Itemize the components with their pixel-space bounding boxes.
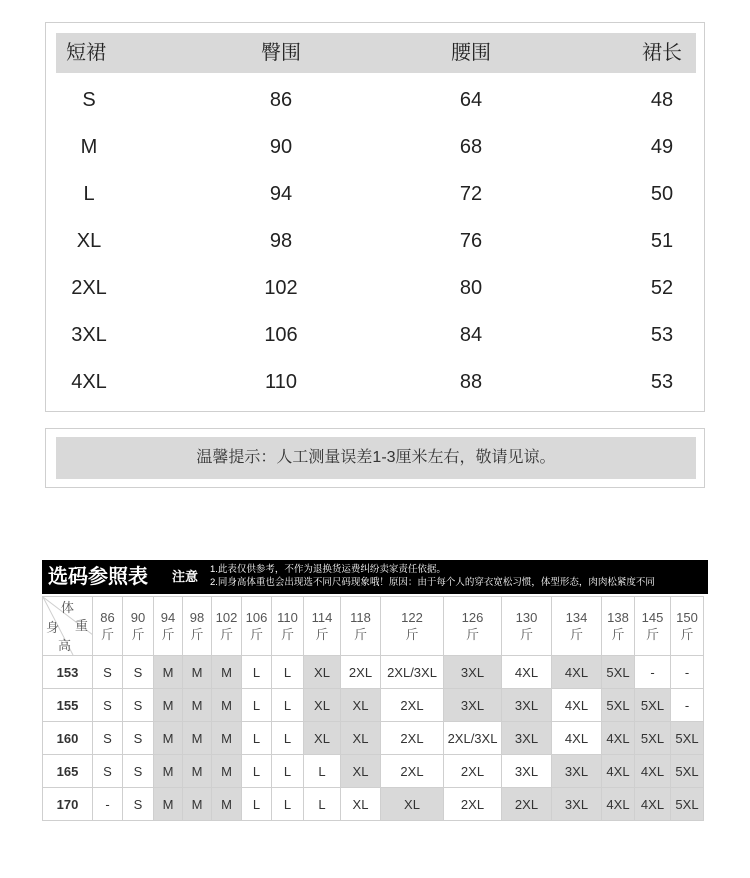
height-cell: 155	[43, 689, 93, 722]
corner-weight-2: 重	[75, 618, 89, 633]
size-cell: XL	[304, 722, 341, 755]
size-cell: 2XL	[381, 722, 444, 755]
size-cell: S	[123, 656, 154, 689]
size-cell: M	[212, 689, 242, 722]
weight-value: 126	[461, 610, 484, 625]
size-cell: XL	[304, 689, 341, 722]
hip-cell: 90	[269, 136, 293, 158]
size-cell: S	[93, 755, 123, 788]
weight-unit: 斤	[161, 627, 175, 642]
size-cell: S	[93, 722, 123, 755]
size-cell: L	[242, 656, 272, 689]
size-cell: M	[212, 788, 242, 821]
size-cell: L	[242, 788, 272, 821]
size-cell: S	[93, 656, 123, 689]
length-cell: 49	[650, 136, 674, 158]
waist-cell: 84	[459, 324, 483, 346]
table-row	[43, 788, 704, 821]
size-cell: M	[154, 755, 183, 788]
waist-cell: 88	[459, 371, 483, 393]
size-cell: 2XL	[502, 788, 552, 821]
size-cell: 4XL	[635, 755, 671, 788]
hip-cell: 98	[269, 230, 293, 252]
size-cell: M	[183, 656, 212, 689]
ref-table-header	[42, 560, 708, 594]
notice-text: 温馨提示：人工测量误差1-3厘米左右，敬请见谅。	[56, 437, 696, 479]
size-cell: L	[304, 755, 341, 788]
table-row	[43, 656, 704, 689]
waist-cell: 68	[459, 136, 483, 158]
size-cell: 5XL	[602, 689, 635, 722]
weight-unit: 斤	[315, 627, 329, 642]
size-cell: L	[272, 722, 304, 755]
header-skirt: 短裙	[66, 42, 106, 64]
weight-value: 122	[401, 610, 423, 625]
size-cell: -	[671, 656, 704, 689]
size-row	[56, 221, 696, 261]
size-cell: -	[671, 689, 704, 722]
size-cell: 2XL	[341, 656, 381, 689]
size-cell: 4XL	[71, 371, 107, 393]
waist-cell: 80	[459, 277, 483, 299]
weight-header	[304, 597, 341, 656]
size-cell: M	[183, 755, 212, 788]
size-cell: L	[242, 755, 272, 788]
size-cell: 2XL/3XL	[381, 656, 444, 689]
ref-table-title: 选码参照表	[48, 566, 148, 588]
size-cell: 5XL	[671, 755, 704, 788]
size-row	[56, 174, 696, 214]
weight-value: 114	[311, 610, 333, 625]
size-cell: L	[272, 755, 304, 788]
size-cell: M	[212, 656, 242, 689]
size-cell: 4XL	[502, 656, 552, 689]
weight-header	[444, 597, 502, 656]
length-cell: 51	[650, 230, 674, 252]
header-hip: 臀围	[261, 42, 301, 64]
size-cell: M	[183, 722, 212, 755]
weight-value: 150	[676, 610, 698, 625]
size-cell: 2XL/3XL	[444, 722, 502, 755]
size-cell: S	[93, 689, 123, 722]
size-cell: S	[123, 755, 154, 788]
size-cell: M	[212, 722, 242, 755]
size-cell: M	[154, 788, 183, 821]
weight-header	[502, 597, 552, 656]
size-cell: -	[93, 788, 123, 821]
weight-header	[93, 597, 123, 656]
weight-unit: 斤	[280, 627, 294, 642]
size-cell: XL	[76, 230, 102, 252]
size-cell: 3XL	[502, 755, 552, 788]
size-cell: M	[154, 722, 183, 755]
weight-unit: 斤	[405, 627, 419, 642]
weight-unit: 斤	[249, 627, 263, 642]
size-cell: S	[123, 689, 154, 722]
weight-header	[381, 597, 444, 656]
weight-header	[154, 597, 183, 656]
size-cell: 3XL	[502, 689, 552, 722]
weight-header	[272, 597, 304, 656]
size-table	[45, 22, 705, 412]
weight-header	[212, 597, 242, 656]
size-cell: 4XL	[552, 722, 602, 755]
weight-header	[552, 597, 602, 656]
weight-value: 106	[245, 610, 268, 625]
height-cell: 160	[43, 722, 93, 755]
size-cell: 5XL	[635, 722, 671, 755]
size-cell: 3XL	[552, 755, 602, 788]
table-row	[43, 689, 704, 722]
size-cell: XL	[341, 788, 381, 821]
size-cell: 4XL	[635, 788, 671, 821]
weight-header	[183, 597, 212, 656]
corner-cell	[43, 597, 93, 656]
header-length: 裙长	[642, 42, 682, 64]
waist-cell: 64	[459, 89, 483, 111]
weight-unit: 斤	[680, 627, 694, 642]
weight-header	[635, 597, 671, 656]
header-waist: 腰围	[451, 42, 491, 64]
size-cell: 4XL	[602, 722, 635, 755]
weight-value: 102	[215, 610, 238, 625]
size-cell: L	[304, 788, 341, 821]
size-cell: 3XL	[552, 788, 602, 821]
weight-value: 145	[641, 610, 664, 625]
size-cell: 2XL	[444, 788, 502, 821]
size-cell: 2XL	[71, 277, 107, 299]
weight-unit: 斤	[569, 627, 583, 642]
size-cell: XL	[341, 689, 381, 722]
note-label: 注意	[172, 569, 199, 584]
size-cell: M	[183, 689, 212, 722]
length-cell: 48	[650, 89, 674, 111]
waist-cell: 76	[459, 230, 483, 252]
size-cell: 5XL	[602, 656, 635, 689]
size-row	[56, 362, 696, 402]
size-row	[56, 268, 696, 308]
size-cell: M	[154, 656, 183, 689]
length-cell: 53	[650, 324, 674, 346]
note-1: 1.此表仅供参考，不作为退换货运费纠纷卖家责任依据。	[210, 564, 446, 575]
note-2: 2.同身高体重也会出现选不同尺码现象哦！原因：由于每个人的穿衣宽松习惯，体型形态，肉肉松紧度不同	[210, 577, 655, 588]
size-row	[56, 127, 696, 167]
weight-value: 110	[277, 610, 298, 625]
hip-cell: 86	[269, 89, 293, 111]
size-cell: 3XL	[502, 722, 552, 755]
weight-unit: 斤	[645, 627, 659, 642]
size-cell: L	[272, 656, 304, 689]
size-cell: 5XL	[671, 788, 704, 821]
notes	[210, 563, 655, 589]
waist-cell: 72	[459, 183, 483, 205]
notice-box	[45, 428, 705, 488]
weight-value: 98	[189, 610, 205, 625]
weight-unit: 斤	[131, 627, 145, 642]
weight-unit: 斤	[190, 627, 204, 642]
height-cell: 165	[43, 755, 93, 788]
size-cell: 3XL	[444, 689, 502, 722]
weight-value: 134	[565, 610, 588, 625]
corner-height-1: 身	[46, 620, 60, 635]
size-cell: 4XL	[602, 788, 635, 821]
hip-cell: 106	[264, 324, 298, 346]
size-cell: 3XL	[444, 656, 502, 689]
size-cell: S	[123, 722, 154, 755]
size-cell: 3XL	[71, 324, 107, 346]
size-cell: 2XL	[381, 689, 444, 722]
hip-cell: 94	[269, 183, 293, 205]
weight-value: 130	[515, 610, 538, 625]
hip-cell: 110	[265, 371, 297, 393]
size-cell: M	[212, 755, 242, 788]
length-cell: 50	[650, 183, 674, 205]
size-cell: L	[242, 689, 272, 722]
length-cell: 52	[650, 277, 674, 299]
weight-header	[671, 597, 704, 656]
size-cell: XL	[304, 656, 341, 689]
size-cell: 2XL	[444, 755, 502, 788]
height-cell: 153	[43, 656, 93, 689]
size-cell: 2XL	[381, 755, 444, 788]
size-row	[56, 80, 696, 120]
height-cell: 170	[43, 788, 93, 821]
weight-header	[602, 597, 635, 656]
length-cell: 53	[650, 371, 674, 393]
size-cell: L	[242, 722, 272, 755]
weight-unit: 斤	[519, 627, 533, 642]
weight-value: 138	[607, 610, 629, 625]
weight-unit: 斤	[219, 627, 233, 642]
weight-header	[341, 597, 381, 656]
size-table-header	[56, 33, 696, 73]
corner-height-2: 高	[58, 638, 72, 653]
size-cell: 4XL	[602, 755, 635, 788]
size-row	[56, 315, 696, 355]
size-cell: M	[154, 689, 183, 722]
weight-value: 118	[350, 610, 371, 625]
weight-unit: 斤	[465, 627, 479, 642]
size-cell: M	[80, 136, 98, 158]
weight-value: 94	[160, 610, 176, 625]
size-cell: XL	[381, 788, 444, 821]
size-reference-table	[42, 596, 704, 821]
size-cell: S	[123, 788, 154, 821]
size-cell: L	[272, 689, 304, 722]
hip-cell: 102	[264, 277, 298, 299]
size-cell: XL	[341, 722, 381, 755]
weight-unit: 斤	[611, 627, 625, 642]
weight-unit: 斤	[353, 627, 367, 642]
size-cell: XL	[341, 755, 381, 788]
size-cell: 5XL	[635, 689, 671, 722]
size-cell: L	[272, 788, 304, 821]
weight-unit: 斤	[100, 627, 114, 642]
size-cell: S	[82, 89, 96, 111]
size-cell: 5XL	[671, 722, 704, 755]
weight-header	[242, 597, 272, 656]
weight-header	[123, 597, 154, 656]
size-cell: -	[635, 656, 671, 689]
size-cell: M	[183, 788, 212, 821]
size-cell: L	[83, 183, 95, 205]
weight-value: 90	[130, 610, 146, 625]
corner-weight-1: 体	[61, 600, 75, 615]
size-cell: 4XL	[552, 656, 602, 689]
table-row	[43, 755, 704, 788]
weight-value: 86	[100, 610, 115, 625]
size-cell: 4XL	[552, 689, 602, 722]
table-row	[43, 722, 704, 755]
